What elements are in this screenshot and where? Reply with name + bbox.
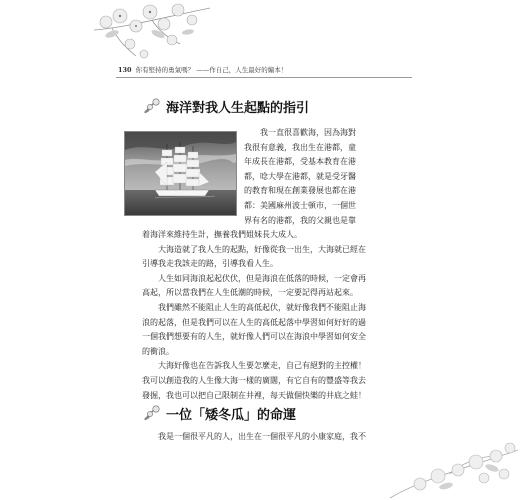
- text-line: 我是一個很平凡的人，出生在一個很平凡的小康家庭，我不: [158, 432, 366, 441]
- text-line: 我可以創造我的人生像大海一樣的廣闊，有它自有的豐盛等我去: [142, 375, 366, 385]
- running-header: [118, 64, 418, 76]
- text-line: 引導我走我該走的路，引導我看人生。: [142, 259, 278, 269]
- text-line: 高起，所以當我們在人生低潮的時候，一定要記得再站起來。: [142, 288, 358, 298]
- text-line: 浪的起落，但是我們可以在人生的高低起落中學習如何好好的過: [142, 317, 366, 327]
- text-line: 我很有意義，我出生在港都，童: [244, 142, 356, 152]
- header-divider: [116, 77, 412, 78]
- text-line: 年成長在港都，受基本教育在港: [244, 157, 356, 167]
- section-title-prefix: 一位: [166, 407, 193, 423]
- flower-branch-icon: [380, 420, 520, 500]
- text-line: 都，唸大學在港都，就是受牙醫: [244, 171, 356, 181]
- body-paragraphs-2: [142, 430, 376, 445]
- text-line: 大海造就了我人生的起點，好像從我一出生，大海就已經在: [158, 244, 366, 254]
- text-line: 的衝浪。: [142, 346, 174, 356]
- text-line: 我們雖然不能阻止人生的高低起伏，就好像我們不能阻止海: [158, 302, 366, 312]
- book-subtitle: ——作自己，人生最好的編本！: [196, 66, 288, 74]
- body-paragraphs: [142, 228, 376, 403]
- book-title: 你有堅持的勇氣嗎？: [135, 66, 195, 74]
- section-heading-short-winter-melon: [142, 402, 296, 424]
- flower-ornament-icon: [142, 96, 162, 116]
- flower-branch-icon: [92, 0, 212, 64]
- text-line: 我一直很喜歡海，因為海對: [260, 128, 356, 137]
- section-title-suffix: 的命運: [257, 407, 297, 423]
- tall-ship-photo: [124, 131, 237, 216]
- wrap-paragraph: [244, 126, 376, 228]
- text-line: 發掘，我也可以把自己限制在井裡，每天做個快樂的井底之蛙！: [142, 390, 366, 400]
- flower-ornament-icon: [142, 403, 162, 423]
- page-number: 130: [118, 66, 132, 74]
- text-line: 一個我們想要有的人生，就好像人們可以在海浪中學習如何安全: [142, 332, 366, 342]
- text-line: 人生如同海浪起起伏伏，但是海浪在低落的時候，一定會再: [158, 273, 366, 283]
- text-line: 着海洋來維持生計，撫養我們姐妹長大成人。: [142, 230, 302, 239]
- text-line: 界有名的港都，我的父親也是靠: [244, 215, 356, 225]
- text-line: 大海好像也在告訴我人生要怎麼走，自己有絕對的主控權！: [158, 361, 366, 371]
- section-title-quoted: 「矮冬瓜」: [192, 407, 258, 423]
- text-line: 都：美國麻州波士頓市，一個世: [244, 200, 356, 210]
- section-title: 海洋對我人生起點的指引: [166, 100, 310, 116]
- section-heading-ocean: [142, 95, 309, 117]
- text-line: 的教育和現在創業發展也都在港: [244, 186, 356, 196]
